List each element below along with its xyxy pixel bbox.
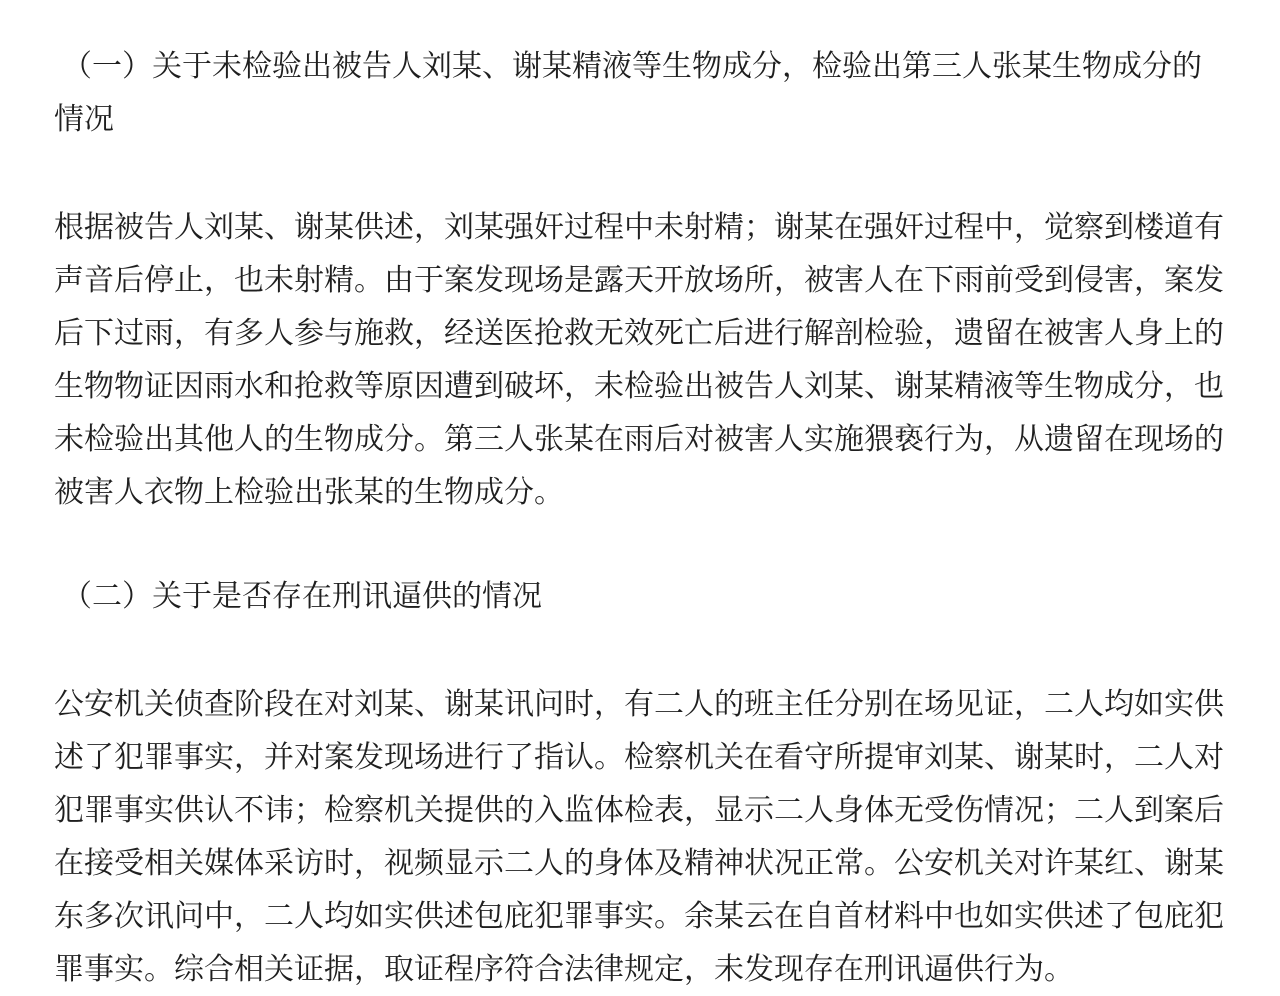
section-heading-1: （一）关于未检验出被告人刘某、谢某精液等生物成分，检验出第三人张某生物成分的情况 (54, 49, 1202, 137)
section-paragraph-1: 根据被告人刘某、谢某供述，刘某强奸过程中未射精；谢某在强奸过程中，觉察到楼道有声音后停止，也未射精。由于案发现场是露天开放场所，被害人在下雨前受到侵害，案发后下过雨，有多人参与施救，经送医抢救无效死亡后进行解剖检验，遗留在被害人身上的生物物证因雨水和抢救等原因遭到破坏，未检验出被告人刘某、谢某精液等生物成分，也未检验出其他人的生物成分。第三人张某在雨后对被害人实施猥亵行为，从遗留在现场的被害人衣物上检验出张某的生物成分。 (54, 210, 1224, 510)
document-body (54, 40, 1224, 996)
section-heading-2: （二）关于是否存在刑讯逼供的情况 (62, 579, 542, 614)
section-paragraph-2: 公安机关侦查阶段在对刘某、谢某讯问时，有二人的班主任分别在场见证，二人均如实供述了犯罪事实，并对案发现场进行了指认。检察机关在看守所提审刘某、谢某时，二人对犯罪事实供认不讳；检察机关提供的入监体检表，显示二人身体无受伤情况；二人到案后在接受相关媒体采访时，视频显示二人的身体及精神状况正常。公安机关对许某红、谢某东多次讯问中，二人均如实供述包庇犯罪事实。余某云在自首材料中也如实供述了包庇犯罪事实。综合相关证据，取证程序符合法律规定，未发现存在刑讯逼供行为。 (54, 687, 1224, 987)
